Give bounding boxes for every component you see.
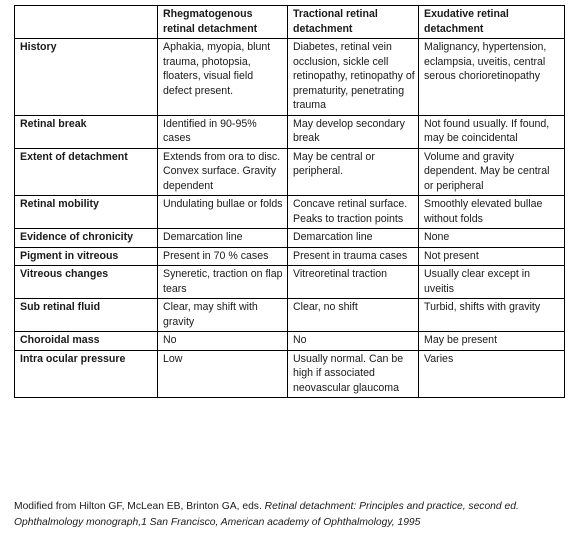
row-label: Choroidal mass [15,332,158,351]
row-label: Vitreous changes [15,266,158,299]
table-cell-rhegmatogenous: Syneretic, traction on flap tears [158,266,288,299]
table-cell-exudative: Not found usually. If found, may be coincidental [419,115,565,148]
footnote-citation-title: Retinal detachment: Principles and practice, second ed. Ophthalmology monograph,1 San Francisco, American academy of Ophthalmology, 1995 [14,501,519,528]
header-cell-exudative: Exudative retinal detachment [419,6,565,39]
table-cell-tractional: Concave retinal surface. Peaks to traction points [288,196,419,229]
table-cell-exudative: Smoothly elevated bullae without folds [419,196,565,229]
table-row [15,247,565,266]
table-cell-tractional: Diabetes, retinal vein occlusion, sickle cell retinopathy, retinopathy of prematurity, penetrating trauma [288,39,419,116]
table-row [15,148,565,196]
header-cell-corner [15,6,158,39]
table-cell-exudative: Turbid, shifts with gravity [419,299,565,332]
table-cell-tractional: Vitreoretinal traction [288,266,419,299]
table-cell-rhegmatogenous: Demarcation line [158,229,288,248]
table-cell-rhegmatogenous: Clear, may shift with gravity [158,299,288,332]
table-cell-tractional: No [288,332,419,351]
table-row [15,229,565,248]
table-cell-exudative: None [419,229,565,248]
table-cell-tractional: May develop secondary break [288,115,419,148]
table-row [15,266,565,299]
table-cell-tractional: Clear, no shift [288,299,419,332]
table-cell-exudative: Usually clear except in uveitis [419,266,565,299]
table-cell-exudative: Not present [419,247,565,266]
table-cell-tractional: May be central or peripheral. [288,148,419,196]
row-label: Retinal mobility [15,196,158,229]
table-row [15,350,565,398]
table-cell-rhegmatogenous: Low [158,350,288,398]
table-cell-exudative: Volume and gravity dependent. May be central or peripheral [419,148,565,196]
table-body [15,39,565,398]
table-cell-rhegmatogenous: Extends from ora to disc. Convex surface. Gravity dependent [158,148,288,196]
row-label: Evidence of chronicity [15,229,158,248]
table-row [15,196,565,229]
table-cell-exudative: Malignancy, hypertension, eclampsia, uveitis, central serous chorioretinopathy [419,39,565,116]
table-row [15,39,565,116]
table-cell-tractional: Demarcation line [288,229,419,248]
header-cell-tractional: Tractional retinal detachment [288,6,419,39]
table-cell-tractional: Usually normal. Can be high if associated neovascular glaucoma [288,350,419,398]
row-label: Retinal break [15,115,158,148]
source-footnote [14,499,570,531]
row-label: Intra ocular pressure [15,350,158,398]
table-cell-rhegmatogenous: Present in 70 % cases [158,247,288,266]
table-cell-rhegmatogenous: Undulating bullae or folds [158,196,288,229]
table-row [15,299,565,332]
table-cell-rhegmatogenous: Identified in 90-95% cases [158,115,288,148]
row-label: Extent of detachment [15,148,158,196]
table-row [15,332,565,351]
row-label: Pigment in vitreous [15,247,158,266]
comparison-table [14,5,565,398]
row-label: History [15,39,158,116]
table-cell-exudative: Varies [419,350,565,398]
table-cell-tractional: Present in trauma cases [288,247,419,266]
table-cell-exudative: May be present [419,332,565,351]
header-cell-rhegmatogenous: Rhegmatogenous retinal detachment [158,6,288,39]
row-label: Sub retinal fluid [15,299,158,332]
footnote-citation-text: Modified from Hilton GF, McLean EB, Brinton GA, eds. [14,501,265,512]
table-cell-rhegmatogenous: Aphakia, myopia, blunt trauma, photopsia, floaters, visual field defect present. [158,39,288,116]
table-row [15,115,565,148]
header-row [15,6,565,39]
table-cell-rhegmatogenous: No [158,332,288,351]
